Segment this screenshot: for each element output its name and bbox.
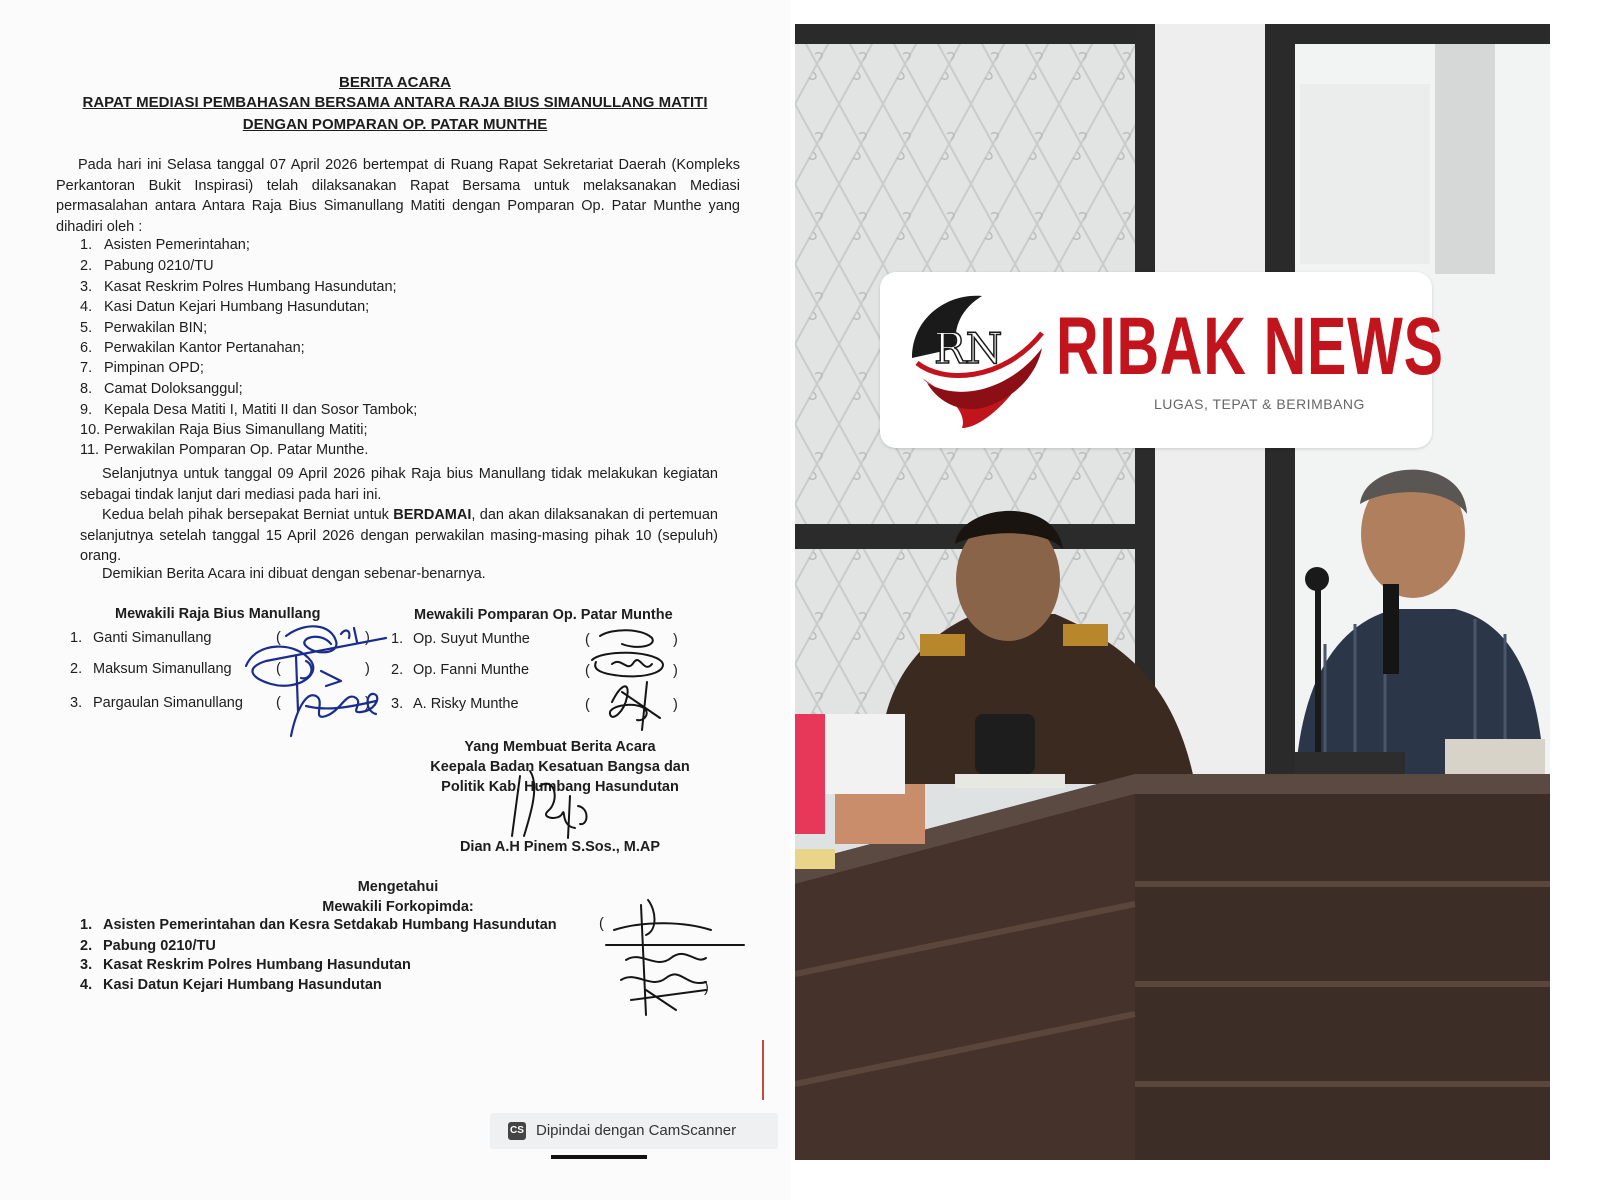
document-subtitle-line1: RAPAT MEDIASI PEMBAHASAN BERSAMA ANTARA RAJA BIUS SIMANULLANG MATITI — [82, 94, 708, 111]
paren-open: ( — [276, 630, 281, 646]
logo-brand-name: RIBAK NEWS — [1056, 301, 1444, 392]
signature-maker — [500, 766, 600, 842]
ribak-news-emblem-icon — [902, 288, 1047, 433]
follow-up-paragraph: Selanjutnya untuk tanggal 09 April 2026 pihak Raja bius Manullang tidak melakukan kegiatan sebagai tindak lanjut dari mediasi pada hari ini. — [80, 466, 718, 503]
closing-paragraph: Demikian Berita Acara ini dibuat dengan sebenar-benarnya. — [102, 566, 486, 582]
maker-heading: Yang Membuat Berita Acara Keepala Badan Kesatuan Bangsa dan Politik Kab. Humbang Hasundutan — [430, 739, 690, 795]
right-rep-1: 1. Op. Suyut Munthe — [391, 631, 530, 647]
list-item: 7. Pimpinan OPD; — [80, 360, 204, 376]
logo-tagline: LUGAS, TEPAT & BERIMBANG — [1154, 396, 1365, 412]
acknowledged-heading: Mengetahui Mewakili Forkopimda: — [322, 879, 474, 915]
list-item: 1. Asisten Pemerintahan dan Kesra Setdakab Humbang Hasundutan — [80, 917, 557, 933]
camscanner-icon: CS — [508, 1122, 526, 1140]
paren-close: ) — [365, 661, 370, 677]
left-rep-2: 2. Maksum Simanullang — [70, 661, 232, 677]
list-item: 3. Kasat Reskrim Polres Humbang Hasundutan — [80, 957, 411, 973]
signature-right-reps — [582, 622, 692, 734]
list-item: 11. Perwakilan Pomparan Op. Patar Munthe. — [80, 442, 369, 458]
paren-open: ( — [276, 661, 281, 677]
list-item: 10. Perwakilan Raja Bius Simanullang Matiti; — [80, 422, 368, 438]
signature-left-reps — [236, 616, 396, 746]
paren-open: ( — [585, 663, 590, 679]
list-item: 3. Kasat Reskrim Polres Humbang Hasundutan; — [80, 279, 397, 295]
right-rep-2: 2. Op. Fanni Munthe — [391, 662, 530, 678]
document-subtitle-line2: DENGAN POMPARAN OP. PATAR MUNTHE — [242, 116, 548, 133]
list-item: 6. Perwakilan Kantor Pertanahan; — [80, 340, 305, 356]
maker-name: Dian A.H Pinem S.Sos., M.AP — [459, 839, 661, 855]
agreement-paragraph: Kedua belah pihak bersepakat Berniat untuk BERDAMAI, dan akan dilaksanakan di pertemuan selanjutnya setelah tanggal 15 April 2026 dengan perwakilan masing-masing pihak 10 (sepuluh) orang. — [80, 507, 718, 564]
paren-close: ) — [365, 695, 370, 711]
paren-close: ) — [673, 663, 678, 679]
signature-forkopimda — [586, 890, 750, 1025]
paren-open: ( — [276, 695, 281, 711]
paren-open: ( — [599, 916, 604, 932]
list-item: 4. Kasi Datun Kejari Humbang Hasundutan — [80, 977, 382, 993]
list-item: 4. Kasi Datun Kejari Humbang Hasundutan; — [80, 299, 370, 315]
camscanner-label: Dipindai dengan CamScanner — [536, 1122, 737, 1139]
scanned-document — [0, 0, 790, 1200]
ribak-news-logo — [880, 272, 1444, 448]
list-item: 8. Camat Doloksanggul; — [80, 381, 243, 397]
meeting-photo — [795, 24, 1550, 1160]
left-rep-1: 1. Ganti Simanullang — [70, 630, 212, 646]
left-rep-heading: Mewakili Raja Bius Manullang — [115, 606, 321, 622]
camscanner-watermark — [490, 1113, 778, 1149]
right-rep-3: 3. A. Risky Munthe — [391, 696, 519, 712]
list-item: 5. Perwakilan BIN; — [80, 320, 208, 336]
paren-close: ) — [673, 697, 678, 713]
paren-close: ) — [365, 630, 370, 646]
paren-close: ) — [673, 632, 678, 648]
list-item: 1. Asisten Pemerintahan; — [80, 237, 250, 253]
paren-open: ( — [585, 632, 590, 648]
logo-initials: RN — [934, 324, 1003, 373]
intro-paragraph: Pada hari ini Selasa tanggal 07 April 2026 bertempat di Ruang Rapat Sekretariat Daerah (Kompleks Perkantoran Bukit Inspirasi) telah dilaksanakan Rapat Bersama untuk melaksanakan Mediasi permasalahan antara Antara Raja Bius Simanullang Matiti dengan Pomparan Op. Patar Munthe yang dihadiri oleh : — [56, 157, 740, 235]
left-rep-3: 3. Pargaulan Simanullang — [70, 695, 243, 711]
right-rep-heading: Mewakili Pomparan Op. Patar Munthe — [414, 607, 673, 623]
list-item: 9. Kepala Desa Matiti I, Matiti II dan Sosor Tambok; — [80, 402, 418, 418]
paren-open: ( — [585, 697, 590, 713]
document-title: BERITA ACARA — [339, 74, 451, 91]
scan-bottom-bar — [551, 1155, 647, 1159]
list-item: 2. Pabung 0210/TU — [80, 938, 216, 954]
paren-close: ) — [704, 980, 709, 996]
scan-edge-mark — [762, 1040, 764, 1100]
list-item: 2. Pabung 0210/TU — [80, 258, 214, 274]
